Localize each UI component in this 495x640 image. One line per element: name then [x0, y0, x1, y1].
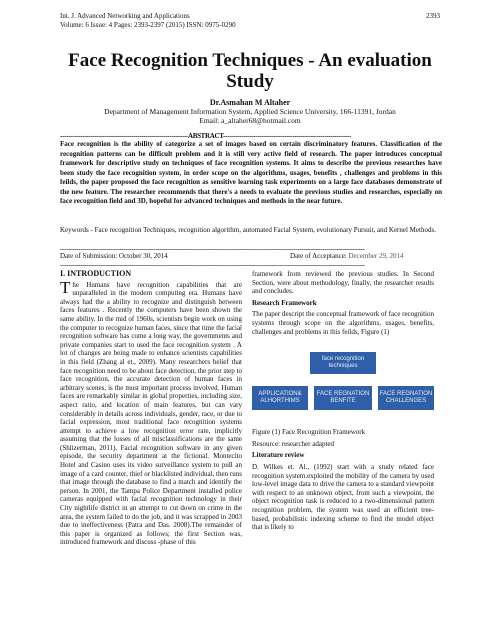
right-column	[252, 270, 434, 535]
literature-review-heading: Literature review	[252, 451, 305, 460]
diagram-top-line2: techniques	[328, 363, 358, 370]
paper-title: Face Recognition Techniques - An evaluation Study	[68, 50, 432, 92]
diagram-box1-line2: ALHORTHIMS	[260, 398, 300, 405]
diagram-box-algorithms	[252, 386, 308, 410]
framework-diagram	[252, 344, 434, 424]
diagram-box2-line1: FACE REGNATION	[316, 391, 370, 398]
section-heading-introduction: I. INTRODUCTION	[60, 269, 132, 278]
figure-caption: Figure (1) Face Recognition Framework	[252, 428, 366, 437]
continued-paragraph: framework from reviewed the previous studies. In Second Section, were about methodology, finally, the researcher results and concludes.	[252, 270, 434, 296]
volume-line: Volume: 6 Issue: 4 Pages: 2393-2397 (2015) ISSN: 0975-0290	[60, 21, 236, 29]
abstract-rule: ---------------------------------------------------------------ABSTRACT---------------------------------------------------------------	[60, 132, 351, 140]
research-framework-heading: Research Framework	[252, 298, 317, 307]
submission-date: Date of Submission: October 30, 2014	[60, 252, 168, 260]
divider-rule-top: ------------------------------------------------------------------------------------------------------------------------------------------------------	[60, 245, 365, 253]
intro-text: he Humans have recognition capabilities that are unparalleled in the modern computing era. Humans have always had the a ability to recognize and distinguish between faces features . Recently the computers have been shown the same ability. In the mid of 1960s, scientists begin work on using the computer to recognize human faces, since that time the facial recognition software has come a long way, the governments and private companies start to used the face recognition system . A lot of changes are being made to enhance scientists capabilities in this field (Zhang al et., 2009). Many researchers belief that face recognition need to be about face detection, the prior step to face recognition, the accurate detection of human faces in arbitrary scenes, is the most important process involved. Human faces are remarkably similar in global properties, including size, aspect ratio, and location of main features, but can vary considerably in details across individuals, gender, race, or due to facial expression, most traditional face recognition systems attempt to achieve a low recognition error rate, implicitly assuming that the losses of all misclassifications are the same (Shlizerman, 2011). Facial recognition software in any given episode, the security department at the fictional. Montecito Hotel and Casino uses its video surveillance system to pull an image of a card counter, thief or blacklisted individual, then runs that image through the database to find a match and identify the person. In 2001, the Tampa Police Department installed police cameras equipped with facial recognition technology in their City nightlife district in an attempt to cut down on crime in the area, the system failed to do the job, and it was scrapped in 2003 due to ineffectiveness (Patra and Das. 2008).The remainder of this paper is organized as follows; the first Section was, introduced framework and discuss -phase of this	[60, 280, 242, 547]
running-header	[60, 12, 440, 30]
framework-paragraph: The paper descript the conceptual framework of face recognition systems through scope on the algorithms, usages, benefits, challenges and problems in this feilds, Figure (1)	[252, 310, 434, 336]
author-email: Email: a_altaher68@hotmail.com	[199, 116, 301, 125]
figure-resource: Resource: researcher adapted	[252, 439, 335, 448]
journal-name: Int. J. Advanced Networking and Applications	[60, 12, 190, 20]
drop-cap: T	[60, 277, 71, 297]
diagram-box-challenges	[378, 386, 434, 410]
author-name: Dr.Asmahan M Altaher	[209, 98, 291, 107]
page-number: 2393	[426, 12, 440, 20]
keywords: Keywords - Face recognition Techniques, recognition algorithm, automated Facial System, evolutionary Pursuit, and Kernel Methods.	[60, 226, 436, 234]
divider-rule-bottom: ------------------------------------------------------------------------------------------------------------------------------------------------------	[60, 261, 365, 269]
diagram-box3-line2: CHALLENGES	[385, 398, 427, 405]
abstract-body: Face recognition is the ability of categorize a set of images based on certain discriminatory features. Classification of the recognition patterns can be difficult problem and it is still very active field of research. The paper introduces conceptual framework for descriptive study on techniques of face recognition systems. It aims to describe the previous researches have been study the face recognition system, in order scope on the algorithms, usages, benefits , challenges and problems in this feilds, the paper proposed the face recognition as sensitive learning task experiments on a large face databases demonstrate of the new feature. The researcher recommends that there's a needs to evaluate the previous studies and researches, especially on face recognition field and 3D, hopeful for advanced techniques and methods in the near future.	[60, 140, 442, 205]
acceptance-value: December 29, 2014	[348, 252, 404, 260]
author-affiliation: Department of Management Information System, Applied Science University, 166-11391, Jordan	[104, 107, 396, 116]
author-block	[60, 98, 440, 125]
diagram-box3-line1: FACE REGNATION	[379, 391, 433, 398]
intro-paragraph	[60, 277, 242, 547]
diagram-box-benefit	[314, 386, 372, 410]
abstract-text	[60, 140, 442, 207]
dates-row	[60, 252, 442, 261]
diagram-top-line1: face recognition	[321, 356, 365, 363]
diagram-box1-line1: APPLICATION&	[258, 391, 302, 398]
literature-paragraph: D. Wilkes et. Al., (1992) start with a study related face recognition system.exploited the mobility of the camera by used low-level image data to drive the camera to a standard viewpoint with respect to an unknown object, from such a viewpoint, the object recognition task is reduced to a two-dimensional pattern recognition problem, the system was used an efficient tree-based, probabilistic indexing scheme to find the model object that is likely to	[252, 462, 434, 532]
diagram-box2-line2: BENFITE	[330, 398, 356, 405]
diagram-top-box	[310, 352, 376, 374]
acceptance-date	[290, 252, 404, 261]
left-column	[60, 270, 242, 550]
acceptance-label: Date of Acceptance:	[290, 252, 347, 260]
